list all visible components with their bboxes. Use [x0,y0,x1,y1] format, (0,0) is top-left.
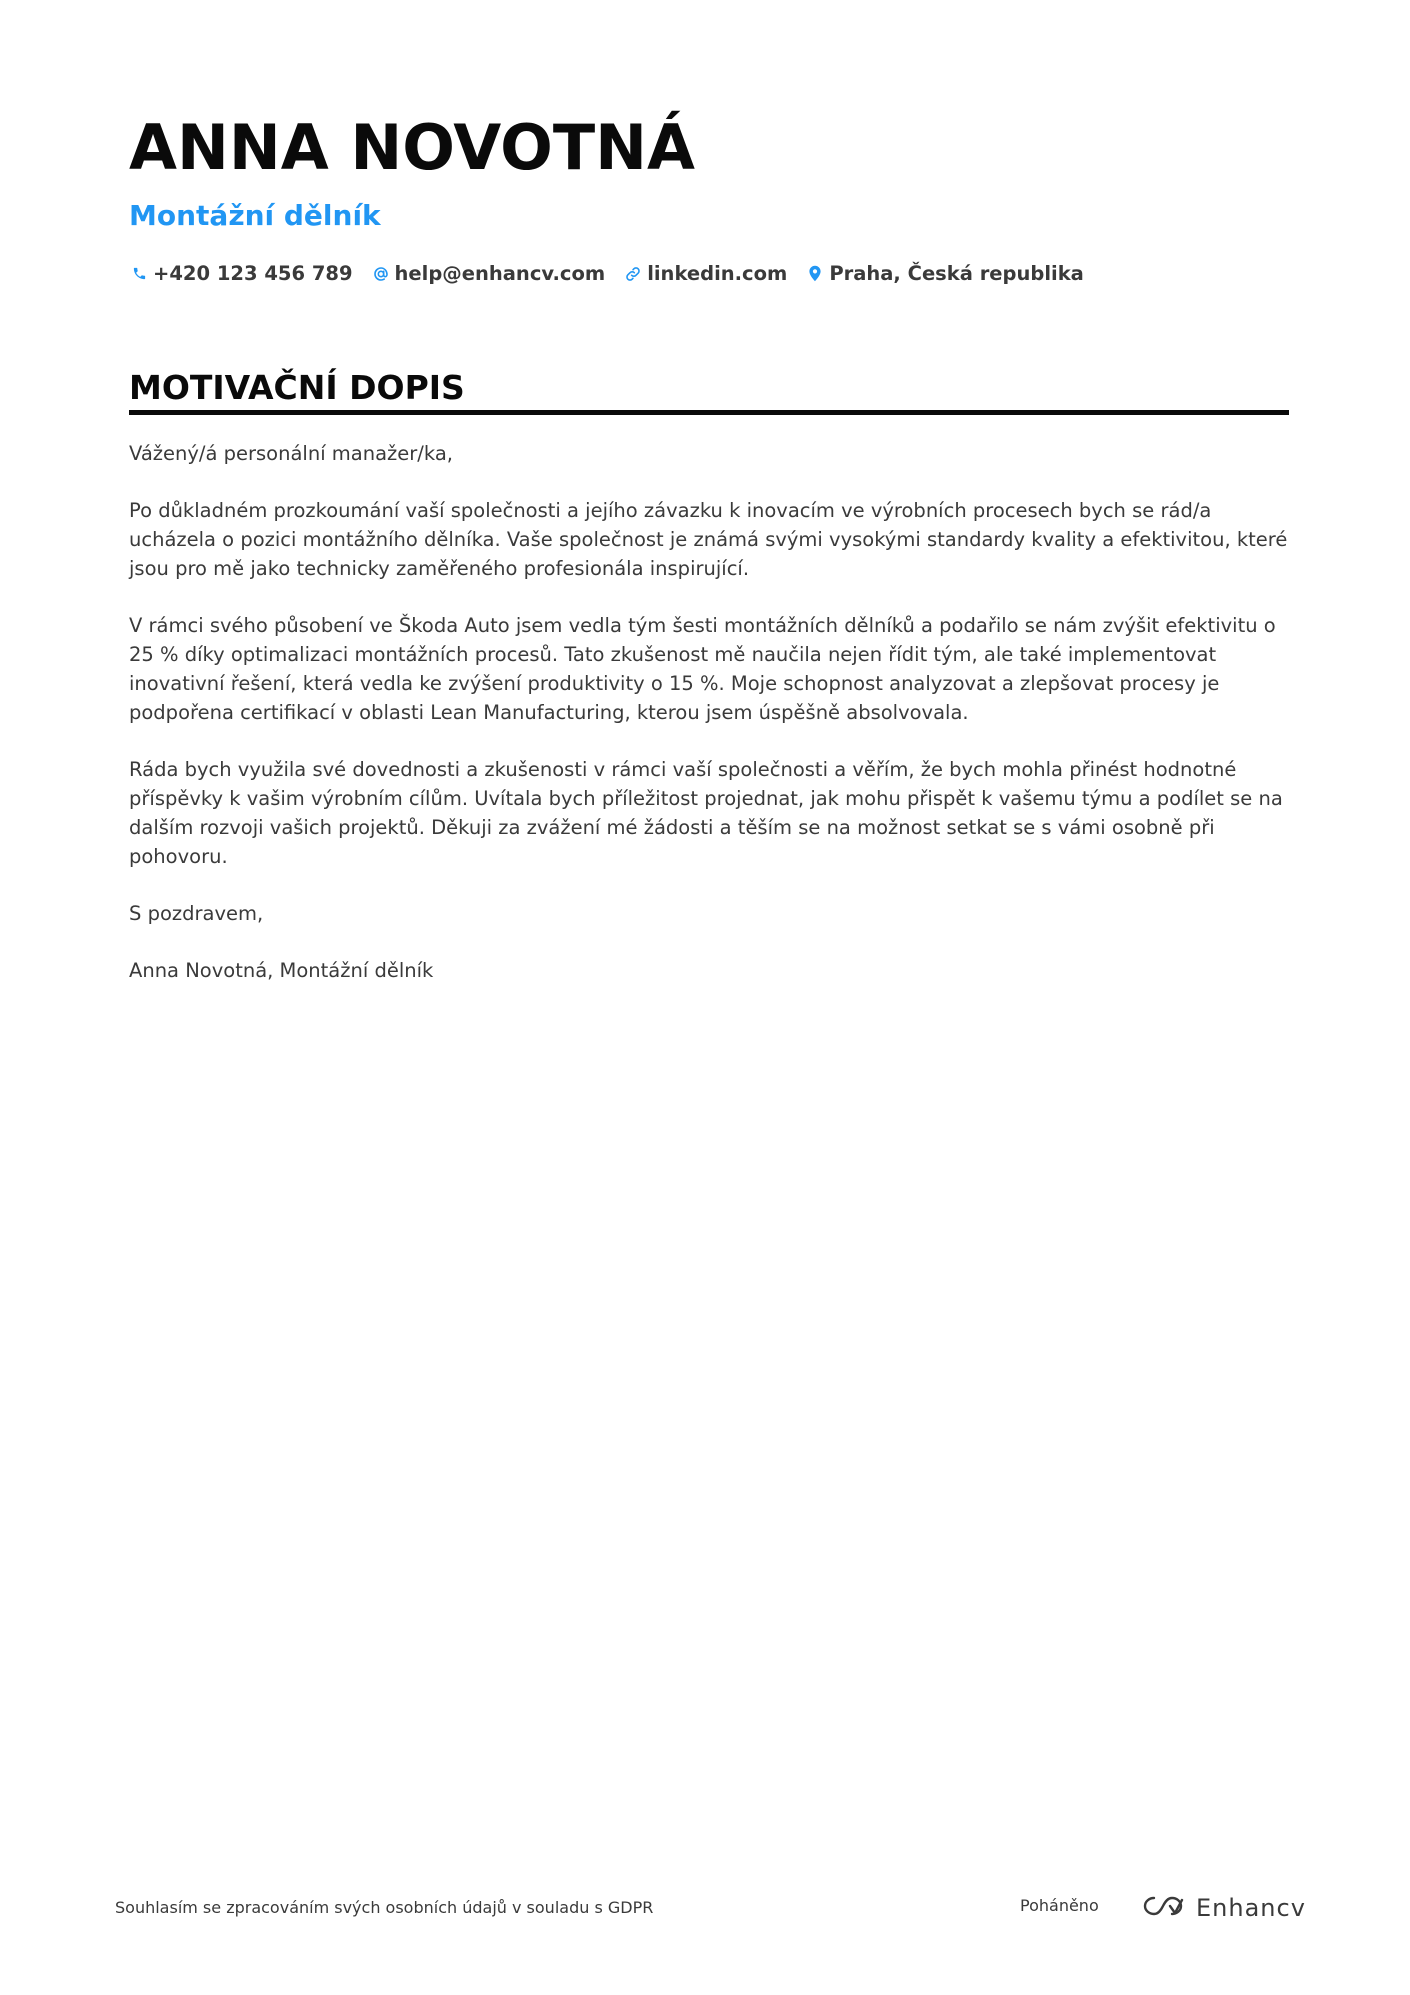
contact-linkedin[interactable] [623,262,787,285]
letter-paragraph: V rámci svého působení ve Škoda Auto jsem vedla tým šesti montážních dělníků a podařilo se nám zvýšit efektivitu o 25 % díky optimalizaci montážních procesů. Tato zkušenost mě naučila nejen řídit tým, ale také implementovat inovativní řešení, která vedla ke zvýšení produktivity o 15 %. Moje schopnost analyzovat a zlepšovat procesy je podpořena certifikací v oblasti Lean Manufacturing, kterou jsem úspěšně absolvovala. [129,614,1276,724]
linkedin-text: linkedin.com [647,262,788,285]
section-divider [129,410,1289,415]
letter-signature: Anna Novotná, Montážní dělník [129,959,434,982]
section-title: MOTIVAČNÍ DOPIS [129,368,465,407]
enhancv-logo-icon [1140,1893,1186,1923]
powered-by-label: Poháněno [1020,1896,1099,1915]
letter-paragraph: Po důkladném prozkoumání vaší společnosti a jejího závazku k inovacím ve výrobních procesech bych se rád/a ucházela o pozici montážního dělníka. Vaše společnost je známá svými vysokými standardy kvality a efektivitou, které jsou pro mě jako technicky zaměřeného profesionála inspirující. [129,499,1288,580]
letter-body [129,439,1289,985]
footer [115,1886,1306,1926]
contact-phone [129,262,353,285]
header [129,108,1289,285]
map-pin-icon [805,264,825,284]
brand-logo[interactable] [1140,1886,1306,1930]
link-icon [623,264,643,284]
gdpr-consent: Souhlasím se zpracováním svých osobních údajů v souladu s GDPR [115,1898,654,1917]
email-text: help@enhancv.com [394,262,606,285]
contact-email[interactable] [371,262,606,285]
candidate-name: ANNA NOVOTNÁ [129,111,696,184]
brand-name: Enhancv [1196,1894,1306,1922]
at-icon [371,264,391,284]
letter-greeting: Vážený/á personální manažer/ka, [129,442,453,465]
phone-text: +420 123 456 789 [153,262,353,285]
phone-icon [129,264,149,284]
job-title: Montážní dělník [129,199,381,232]
location-text: Praha, Česká republika [829,262,1084,285]
letter-closing: S pozdravem, [129,902,264,925]
contact-bar [129,262,1289,285]
letter-paragraph: Ráda bych využila své dovednosti a zkušenosti v rámci vaší společnosti a věřím, že bych mohla přinést hodnotné příspěvky k vašim výrobním cílům. Uvítala bych příležitost projednat, jak mohu přispět k vašemu týmu a podílet se na dalším rozvoji vašich projektů. Děkuji za zvážení mé žádosti a těším se na možnost setkat se s vámi osobně při pohovoru. [129,758,1283,868]
cover-letter-section [129,366,1289,1013]
contact-location [805,262,1084,285]
